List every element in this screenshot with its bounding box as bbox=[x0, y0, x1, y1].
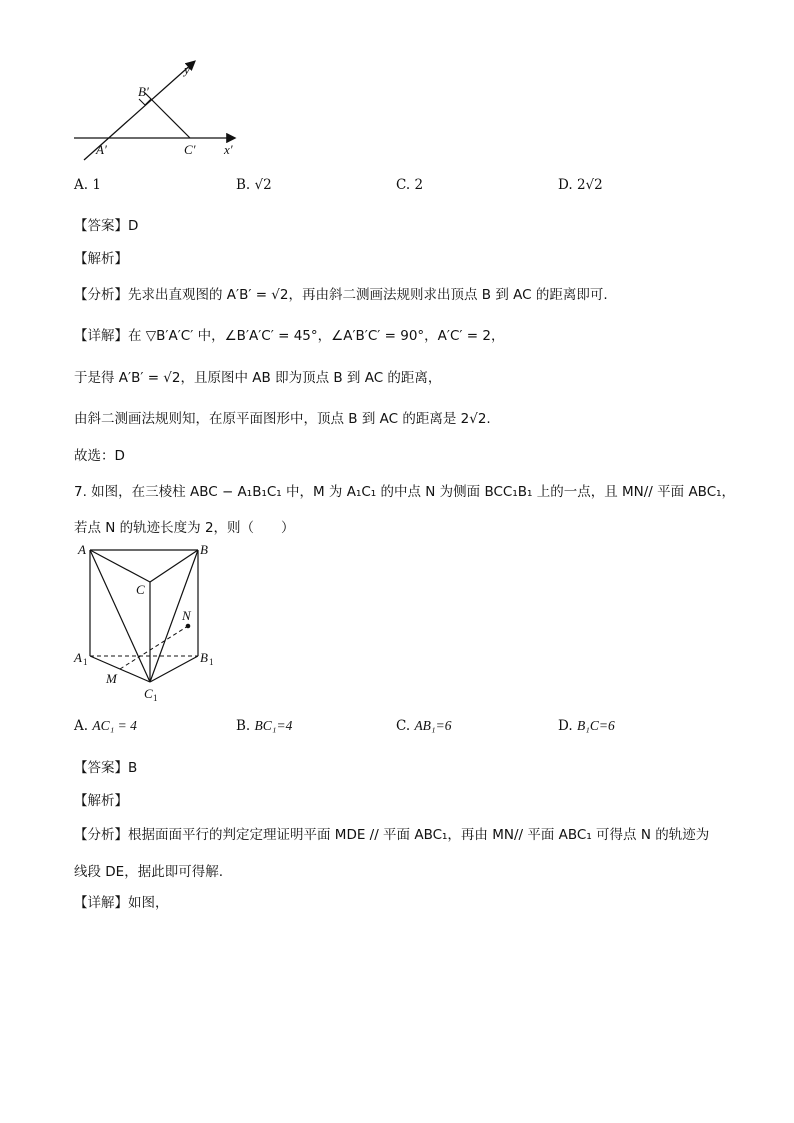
svg-text:N: N bbox=[182, 608, 191, 623]
svg-text:B: B bbox=[200, 650, 208, 665]
q7-option-a: A. AC₁ = 4 bbox=[74, 718, 137, 734]
svg-text:C: C bbox=[136, 582, 145, 597]
label-x-axis: x′ bbox=[224, 142, 233, 157]
q7-answer: 【答案】B bbox=[74, 760, 138, 776]
svg-text:1: 1 bbox=[153, 693, 158, 703]
q6-detail-line-1: 【详解】在 ▽B′A′C′ 中，∠B′A′C′ = 45°，∠A′B′C′ = 90°，A′C′ = 2， bbox=[74, 328, 505, 344]
q6-option-b: B. √2 bbox=[236, 177, 272, 193]
q6-choice: 故选：D bbox=[74, 448, 125, 464]
label-c-prime: C′ bbox=[184, 142, 196, 157]
q7-analysis-heading: 【解析】 bbox=[74, 793, 128, 809]
q6-analysis-line: 【分析】先求出直观图的 A′B′ = √2，再由斜二测画法规则求出顶点 B 到 AC 的距离即可. bbox=[74, 287, 608, 303]
prism-figure bbox=[70, 538, 230, 708]
q7-option-d: D. B₁C=6 bbox=[558, 718, 615, 734]
svg-text:C: C bbox=[144, 686, 153, 701]
q7-analysis-line-1: 【分析】根据面面平行的判定定理证明平面 MDE // 平面 ABC₁，再由 MN// 平面 ABC₁ 可得点 N 的轨迹为 bbox=[74, 827, 710, 843]
svg-text:1: 1 bbox=[83, 657, 88, 667]
q7-stem-line-1: 7. 如图，在三棱柱 ABC − A₁B₁C₁ 中，M 为 A₁C₁ 的中点 N 为侧面 BCC₁B₁ 上的一点，且 MN// 平面 ABC₁， bbox=[74, 484, 736, 500]
label-y-axis: y′ bbox=[184, 62, 193, 77]
q7-option-c: C. AB₁=6 bbox=[396, 718, 452, 734]
q6-detail-line-2: 于是得 A′B′ = √2，且原图中 AB 即为顶点 B 到 AC 的距离， bbox=[74, 370, 442, 386]
svg-text:A: A bbox=[78, 542, 86, 557]
q6-analysis-heading: 【解析】 bbox=[74, 251, 128, 267]
label-b-prime: B′ bbox=[138, 84, 149, 99]
q7-analysis-line-2: 线段 DE，据此即可得解. bbox=[74, 864, 224, 880]
q7-option-b: B. BC₁=4 bbox=[236, 718, 293, 734]
q7-detail-line-1: 【详解】如图， bbox=[74, 895, 169, 911]
svg-text:A: A bbox=[74, 650, 82, 665]
q6-detail-line-3: 由斜二测画法规则知，在原平面图形中，顶点 B 到 AC 的距离是 2√2. bbox=[74, 411, 491, 427]
q6-option-a: A. 1 bbox=[74, 177, 101, 193]
q7-stem-line-2: 若点 N 的轨迹长度为 2，则（ ） bbox=[74, 520, 295, 536]
q6-option-d: D. 2√2 bbox=[558, 177, 603, 193]
q6-answer: 【答案】D bbox=[74, 218, 139, 234]
q6-option-c: C. 2 bbox=[396, 177, 424, 193]
svg-text:B: B bbox=[200, 542, 208, 557]
label-a-prime: A′ bbox=[96, 142, 107, 157]
svg-text:1: 1 bbox=[209, 657, 214, 667]
segment-bc bbox=[145, 93, 190, 138]
svg-text:M: M bbox=[106, 671, 117, 686]
oblique-axes-figure bbox=[66, 56, 256, 164]
